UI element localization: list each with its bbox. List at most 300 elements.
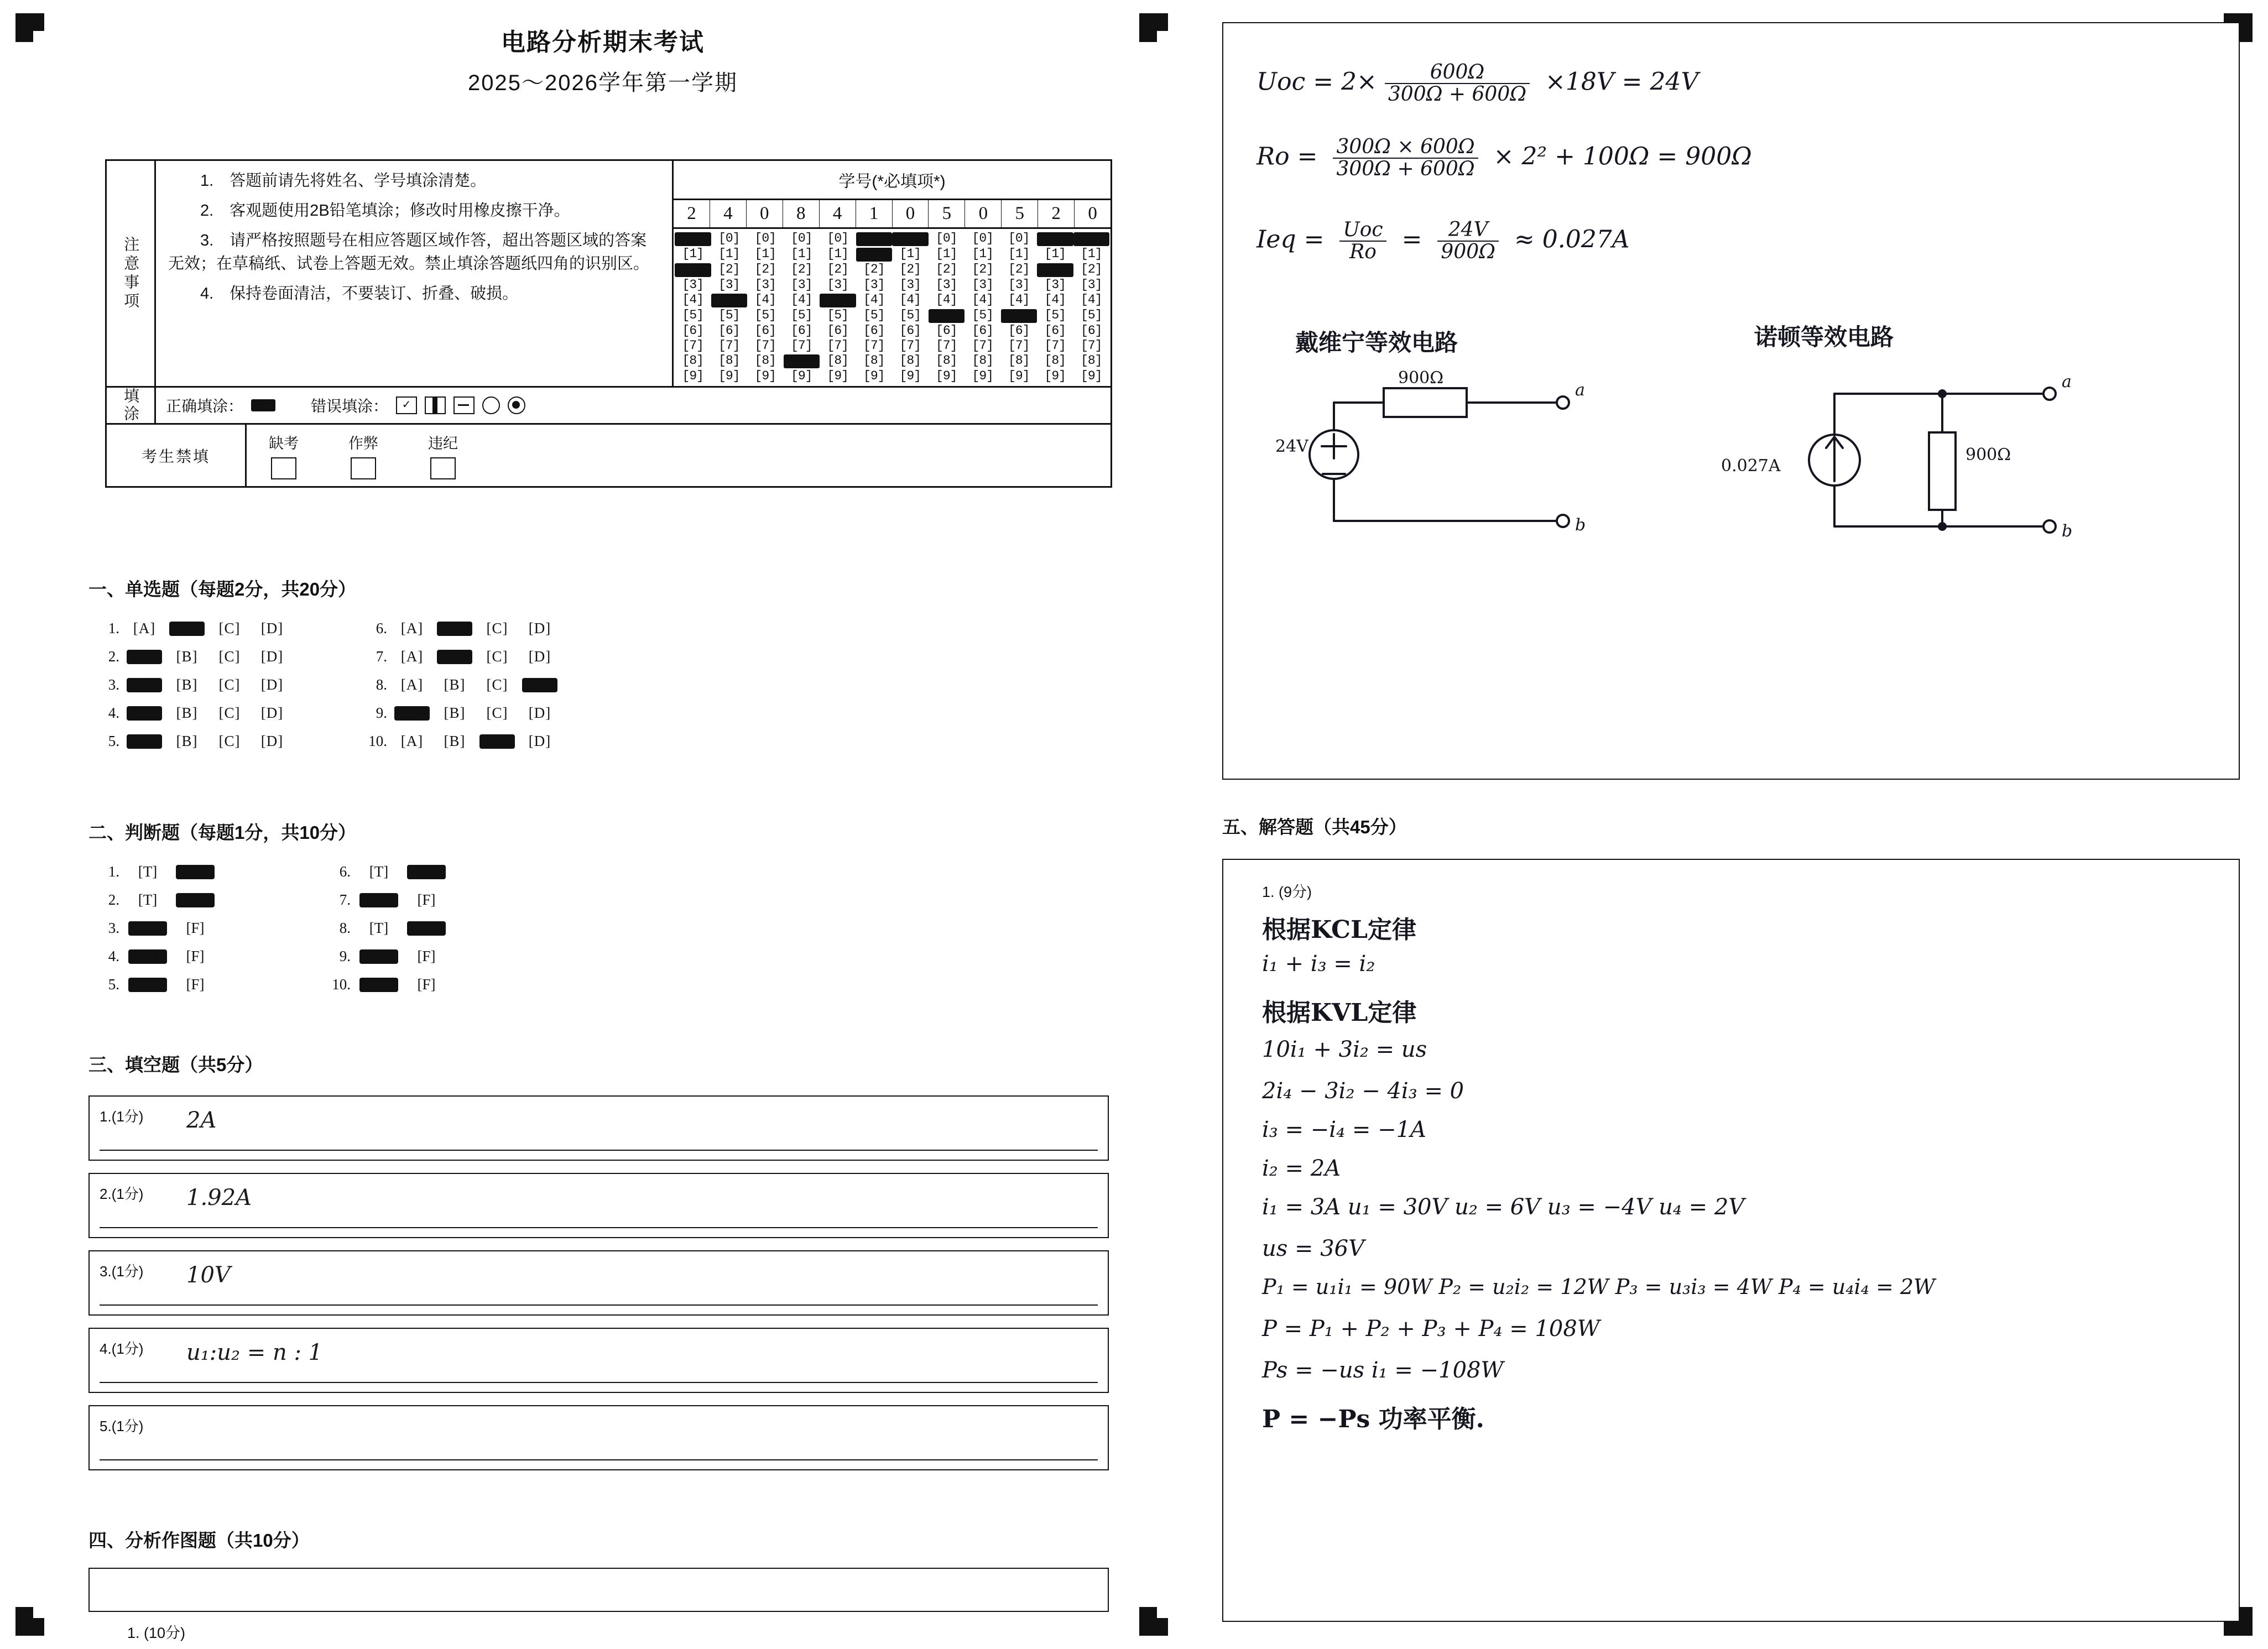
section-fill-blank [88,1051,1109,1483]
bubble[interactable]: [3] [754,278,776,292]
truefalse-option-filled[interactable]: [T] [128,949,167,964]
handwritten-line: Ieq = $\frac{\text{Uoc}}{Ro}$ = $\frac{24V}{900\Omega}$ ≈ 0.027A [1256,218,1630,263]
handwritten-line: Ro = $\frac{300\Omega \times 600\Omega}{300\Omega + 600\Omega}$ × 2² + 100Ω = 900Ω [1256,135,1752,180]
blank-answer-box[interactable] [88,1173,1109,1238]
forbidden-option-cheating[interactable] [348,431,378,479]
registration-mark-top-left [15,13,44,42]
bubble[interactable]: [7] [718,338,740,353]
choice-row[interactable] [88,620,290,637]
truefalse-number: 4. [108,948,119,964]
bubble[interactable]: [9] [682,369,703,383]
bubble[interactable]: [4] [936,293,957,307]
truefalse-column [88,863,215,993]
notice-item: 4. 保持卷面清洁，不要装订、折叠、破损。 [200,284,519,302]
option[interactable]: [A] [400,620,424,636]
truefalse-option-filled[interactable]: [T] [359,949,398,964]
bubble[interactable]: [6] [718,323,740,338]
bubble[interactable]: [3] [1081,278,1102,292]
bubble[interactable]: [8] [754,353,776,368]
option[interactable]: [C] [218,676,241,693]
bubble-filled[interactable]: [0] [1073,232,1110,246]
option[interactable]: [C] [218,733,241,749]
bubble[interactable]: [8] [718,353,740,368]
truefalse-number: 3. [108,920,119,936]
bubble[interactable]: [3] [863,278,885,292]
blank-rule-line [100,1304,1098,1306]
choice-row[interactable] [356,705,557,722]
bubble[interactable]: [4] [863,293,885,307]
forbidden-option-label: 缺考 [269,435,299,452]
bubble[interactable]: [5] [1081,308,1102,322]
bubble[interactable]: [1] [682,247,703,261]
bubble[interactable]: [7] [754,338,776,353]
option[interactable]: [D] [260,676,284,693]
left-column [83,22,1123,116]
option[interactable]: [D] [528,705,551,721]
bubble[interactable]: [5] [791,308,812,322]
bubble-row [675,247,1109,262]
option[interactable]: [B] [444,733,466,749]
fill-method-row [107,388,1110,425]
truefalse-option[interactable]: [T] [138,863,158,880]
option[interactable]: [D] [260,620,284,636]
bubble[interactable]: [5] [863,308,885,322]
truefalse-row[interactable] [88,863,215,880]
choice-row[interactable] [88,676,290,693]
bubble[interactable]: [4] [754,293,776,307]
id-digit: 2 [674,200,710,227]
id-digit: 0 [747,200,783,227]
handwritten-line: 2i₄ − 3i₂ − 4i₃ = 0 [1262,1078,1464,1104]
bubble[interactable]: [2] [899,262,921,276]
bubble[interactable]: [5] [718,308,740,322]
truefalse-column [320,863,446,993]
forbidden-option-absent[interactable] [269,431,299,479]
id-digit: 0 [1088,203,1097,223]
truefalse-option[interactable]: [F] [186,948,205,964]
truefalse-option-filled[interactable]: [T] [359,978,398,992]
bubble-filled[interactable]: [1] [856,248,893,262]
bubble-filled[interactable]: [4] [711,294,748,307]
truefalse-option-filled[interactable]: [T] [128,978,167,992]
truefalse-number: 9. [339,948,351,964]
bubble[interactable]: [6] [1081,323,1102,338]
blank-answer-box[interactable] [88,1328,1109,1393]
registration-mark-top-middle [1139,13,1168,42]
bubble[interactable]: [7] [899,338,921,353]
option[interactable]: [D] [528,648,551,665]
bubble[interactable]: [0] [827,231,848,246]
forbidden-option-label: 违纪 [428,435,458,452]
bubble[interactable]: [4] [1008,293,1030,307]
truefalse-row[interactable] [320,948,446,965]
bubble[interactable]: [2] [754,262,776,276]
bubble[interactable]: [9] [899,369,921,383]
truefalse-row[interactable] [320,920,446,937]
bubble[interactable]: [9] [1008,369,1030,383]
bubble[interactable]: [1] [1081,247,1102,261]
truefalse-option-filled[interactable]: [F] [176,865,215,879]
bubble[interactable]: [7] [1081,338,1102,353]
bubble[interactable]: [9] [1044,369,1066,383]
section-heading: 五、解答题（共45分） [1222,817,1407,837]
option-filled[interactable]: [B] [437,650,472,664]
checkbox-icon[interactable] [351,457,376,479]
truefalse-row[interactable] [88,891,215,909]
bubble[interactable]: [3] [791,278,812,292]
handwritten-line: i₃ = −i₄ = −1A [1262,1117,1426,1142]
bubble[interactable]: [1] [1008,247,1030,261]
truefalse-option[interactable]: [F] [417,976,436,993]
choice-number: 4. [108,705,119,721]
bubble-row [675,293,1109,307]
bubble[interactable]: [8] [972,353,993,368]
truefalse-option[interactable]: [F] [417,891,436,908]
dash-mark-icon [453,396,475,414]
bubble[interactable]: [7] [936,338,957,353]
truefalse-option[interactable]: [F] [417,948,436,964]
bubble[interactable]: [9] [1081,369,1102,383]
thevenin-norton-work-box[interactable] [1222,22,2240,780]
option[interactable]: [A] [400,648,424,665]
bubble[interactable]: [8] [936,353,957,368]
bubble[interactable]: [8] [899,353,921,368]
truefalse-row[interactable] [88,920,215,937]
half-fill-icon [425,396,446,414]
bubble[interactable]: [2] [936,262,957,276]
truefalse-row[interactable] [320,976,446,993]
bubble[interactable]: [1] [791,247,812,261]
choice-number: 6. [376,620,387,636]
option-filled[interactable]: [B] [169,622,205,636]
truefalse-row[interactable] [88,976,215,993]
bubble[interactable]: [3] [827,278,848,292]
truefalse-option[interactable]: [T] [138,891,158,908]
id-digit: 0 [965,200,1002,227]
option[interactable]: [B] [176,705,198,721]
bubble-filled[interactable]: [0] [892,232,929,246]
truefalse-option[interactable]: [F] [186,920,205,936]
bubble-row [675,353,1109,368]
bubble[interactable]: [0] [936,231,957,246]
bubble[interactable]: [0] [791,231,812,246]
option-filled[interactable]: [A] [127,650,162,664]
bubble[interactable]: [2] [718,262,740,276]
bubble[interactable]: [3] [1008,278,1030,292]
id-bubble-grid[interactable] [674,229,1110,386]
option[interactable]: [A] [400,676,424,693]
choice-row[interactable] [356,676,557,693]
bubble[interactable]: [6] [863,323,885,338]
bubble[interactable]: [0] [754,231,776,246]
bubble[interactable]: [8] [863,353,885,368]
registration-mark-bottom-left [15,1607,44,1636]
bubble[interactable]: [7] [827,338,848,353]
option[interactable]: [D] [260,733,284,749]
option-filled[interactable]: [D] [522,678,557,692]
choice-column [88,620,290,750]
fill-label-text: 填涂 [122,388,139,423]
bubble[interactable]: [3] [899,278,921,292]
bubble[interactable]: [8] [682,353,703,368]
bubble-filled[interactable]: [5] [929,309,965,323]
truefalse-number: 8. [339,920,351,936]
truefalse-option-filled[interactable]: [T] [359,893,398,907]
option[interactable]: [C] [486,705,508,721]
bubble[interactable]: [1] [1044,247,1066,261]
bubble[interactable]: [6] [827,323,848,338]
bubble[interactable]: [4] [1044,293,1066,307]
checkbox-icon[interactable] [271,457,296,479]
forbidden-option-violation[interactable] [428,431,458,479]
forbidden-option-label: 作弊 [348,435,378,452]
bubble[interactable]: [3] [972,278,993,292]
bubble[interactable]: [1] [754,247,776,261]
bubble[interactable]: [1] [972,247,993,261]
bubble[interactable]: [7] [972,338,993,353]
forbidden-options [247,425,1110,486]
bubble[interactable]: [1] [827,247,848,261]
bubble[interactable]: [8] [1081,353,1102,368]
bubble[interactable]: [9] [972,369,993,383]
blank-tag: 4.(1分) [100,1340,144,1357]
bubble-filled[interactable]: [0] [856,232,893,246]
bubble[interactable]: [3] [682,278,703,292]
thevenin-source-label: 24V [1275,437,1308,456]
blank-rule-line [100,1227,1098,1228]
bubble[interactable]: [6] [899,323,921,338]
truefalse-option[interactable]: [T] [369,920,389,936]
bubble[interactable]: [8] [1008,353,1030,368]
truefalse-option-filled[interactable]: [F] [407,865,446,879]
page-title: 电路分析期末考试 [501,29,705,56]
bubble[interactable]: [6] [754,323,776,338]
id-digit: 2 [1038,200,1075,227]
bubble-row [675,262,1109,277]
handwritten-line: 根据KVL定律 [1262,999,1417,1027]
section-heading: 四、分析作图题（共10分） [88,1530,310,1551]
option[interactable]: [B] [176,733,198,749]
option[interactable]: [C] [486,648,508,665]
bubble[interactable]: [3] [936,278,957,292]
option[interactable]: [C] [218,705,241,721]
bubble[interactable]: [6] [936,323,957,338]
option[interactable]: [C] [218,648,241,665]
bubble-filled[interactable]: [5] [1001,309,1037,323]
bubble[interactable]: [9] [827,369,848,383]
handwritten-line: i₁ = 3A u₁ = 30V u₂ = 6V u₃ = −4V u₄ = 2V [1262,1194,1745,1220]
choice-number: 7. [376,648,387,665]
bubble[interactable]: [5] [754,308,776,322]
bubble[interactable]: [5] [899,308,921,322]
choice-number: 8. [376,676,387,693]
truefalse-row[interactable] [320,891,446,909]
option[interactable]: [A] [400,733,424,749]
bubble[interactable]: [5] [682,308,703,322]
bubble[interactable]: [2] [1081,262,1102,276]
option[interactable]: [D] [260,648,284,665]
bubble[interactable]: [6] [791,323,812,338]
problem-item-tag: 1. (9分) [1262,884,1312,900]
bubble[interactable]: [2] [972,262,993,276]
bubble[interactable]: [5] [827,308,848,322]
id-digit: 4 [710,200,747,227]
bubble[interactable]: [8] [827,353,848,368]
bubble-filled[interactable]: [2] [675,263,711,277]
bubble[interactable]: [7] [863,338,885,353]
bubble[interactable]: [6] [1044,323,1066,338]
option[interactable]: [C] [218,620,241,636]
truefalse-option[interactable]: [T] [369,863,389,880]
bubble[interactable]: [4] [1081,293,1102,307]
choice-row[interactable] [356,733,557,750]
fill-blank-list[interactable] [88,1095,1109,1470]
thevenin-resistor-label: 900Ω [1398,369,1444,388]
blank-tag: 2.(1分) [100,1186,144,1202]
option[interactable]: [C] [486,620,508,636]
option[interactable]: [C] [486,676,508,693]
id-digit: 8 [783,200,820,227]
bubble[interactable]: [5] [1044,308,1066,322]
forbidden-row [107,425,1110,486]
bubble[interactable]: [7] [682,338,703,353]
norton-node-a: a [2062,372,2072,392]
handwritten-line: us = 36V [1262,1236,1365,1261]
choice-row[interactable] [356,620,557,637]
bubble[interactable]: [8] [1044,353,1066,368]
bubble[interactable]: [2] [863,262,885,276]
handwritten-line: 10i₁ + 3i₂ = us [1262,1037,1427,1062]
option-filled[interactable]: [A] [127,734,162,749]
norton-source-label: 0.027A [1721,456,1781,476]
thevenin-caption: 戴维宁等效电路 [1295,329,1458,356]
bubble-filled[interactable]: [0] [1037,232,1073,246]
blank-handwritten-answer: u₁:u₂ = n : 1 [186,1340,323,1365]
truefalse-option[interactable]: [F] [186,976,205,993]
truefalse-number: 2. [108,891,119,908]
choice-column [356,620,557,750]
truefalse-option-filled[interactable]: [F] [407,921,446,936]
bubble[interactable]: [1] [718,247,740,261]
bubble-filled[interactable]: [8] [784,354,820,368]
bubble[interactable]: [7] [1044,338,1066,353]
bubble-row [675,369,1109,383]
option-filled[interactable]: [A] [394,706,430,721]
norton-circuit-sketch [1710,355,2097,554]
problem-solving-work-box[interactable] [1222,859,2240,1622]
choice-row[interactable] [88,648,290,665]
dot-mark-icon [508,396,525,414]
bubble-filled[interactable]: [2] [1037,263,1073,277]
option[interactable]: [B] [444,676,466,693]
bubble-filled[interactable]: [4] [820,294,856,307]
choice-row[interactable] [356,648,557,665]
option-filled[interactable]: [B] [437,622,472,636]
blank-answer-box[interactable] [88,1405,1109,1470]
truefalse-row[interactable] [88,948,215,965]
option[interactable]: [B] [176,676,198,693]
truefalse-option-filled[interactable]: [T] [128,921,167,936]
bubble[interactable]: [0] [972,231,993,246]
blank-handwritten-answer: 10V [186,1262,231,1288]
bubble[interactable]: [2] [827,262,848,276]
bubble[interactable]: [9] [936,369,957,383]
bubble-row [675,231,1109,246]
bubble[interactable]: [1] [899,247,921,261]
truefalse-option-filled[interactable]: [F] [176,893,215,907]
blank-answer-box[interactable] [88,1250,1109,1316]
bubble[interactable]: [6] [1008,323,1030,338]
option[interactable]: [A] [133,620,156,636]
section-heading: 一、单选题（每题2分，共20分） [88,579,357,599]
bubble[interactable]: [0] [718,231,740,246]
bubble[interactable]: [2] [791,262,812,276]
correct-fill-icon [251,399,275,411]
section-heading: 三、填空题（共5分） [88,1055,263,1075]
option[interactable]: [B] [176,648,198,665]
student-id-heading: 学号(*必填项*) [674,161,1110,200]
bubble[interactable]: [6] [682,323,703,338]
truefalse-number: 10. [332,976,351,993]
true-false-grid[interactable] [88,863,697,993]
bubble[interactable]: [0] [1008,231,1030,246]
bubble[interactable]: [9] [791,369,812,383]
analysis-answer-box[interactable] [88,1568,1109,1612]
bubble[interactable]: [7] [791,338,812,353]
section-single-choice [88,575,697,750]
bubble[interactable]: [4] [899,293,921,307]
bubble[interactable]: [1] [936,247,957,261]
bubble[interactable]: [7] [1008,338,1030,353]
truefalse-row[interactable] [320,863,446,880]
bubble[interactable]: [9] [754,369,776,383]
norton-resistor-label: 900Ω [1965,445,2011,465]
option[interactable]: [D] [528,620,551,636]
bubble[interactable]: [9] [718,369,740,383]
option-filled[interactable]: [C] [479,734,515,749]
choice-number: 9. [376,705,387,721]
bubble[interactable]: [6] [972,323,993,338]
option[interactable]: [D] [260,705,284,721]
bubble[interactable]: [3] [1044,278,1066,292]
bubble[interactable]: [2] [1008,262,1030,276]
bubble[interactable]: [5] [972,308,993,322]
bubble[interactable]: [3] [718,278,740,292]
checkbox-icon[interactable] [430,457,456,479]
bubble[interactable]: [4] [682,293,703,307]
bubble[interactable]: [4] [791,293,812,307]
blank-handwritten-answer: 1.92A [186,1185,252,1210]
norton-caption: 诺顿等效电路 [1754,323,1894,351]
option-filled[interactable]: [A] [127,678,162,692]
option[interactable]: [D] [528,733,551,749]
student-id-digits [674,200,1110,229]
option[interactable]: [B] [444,705,466,721]
choice-row[interactable] [88,705,290,722]
option-filled[interactable]: [A] [127,706,162,721]
truefalse-number: 6. [339,863,351,880]
bubble-filled[interactable]: [0] [675,232,711,246]
handwritten-line: P = P₁ + P₂ + P₃ + P₄ = 108W [1262,1316,1600,1342]
choice-row[interactable] [88,733,290,750]
bubble[interactable]: [9] [863,369,885,383]
blank-tag: 1.(1分) [100,1108,144,1125]
registration-mark-bottom-middle [1139,1607,1168,1636]
blank-rule-line [100,1459,1098,1460]
blank-answer-box[interactable] [88,1095,1109,1161]
bubble[interactable]: [4] [972,293,993,307]
single-choice-grid[interactable] [88,620,697,750]
